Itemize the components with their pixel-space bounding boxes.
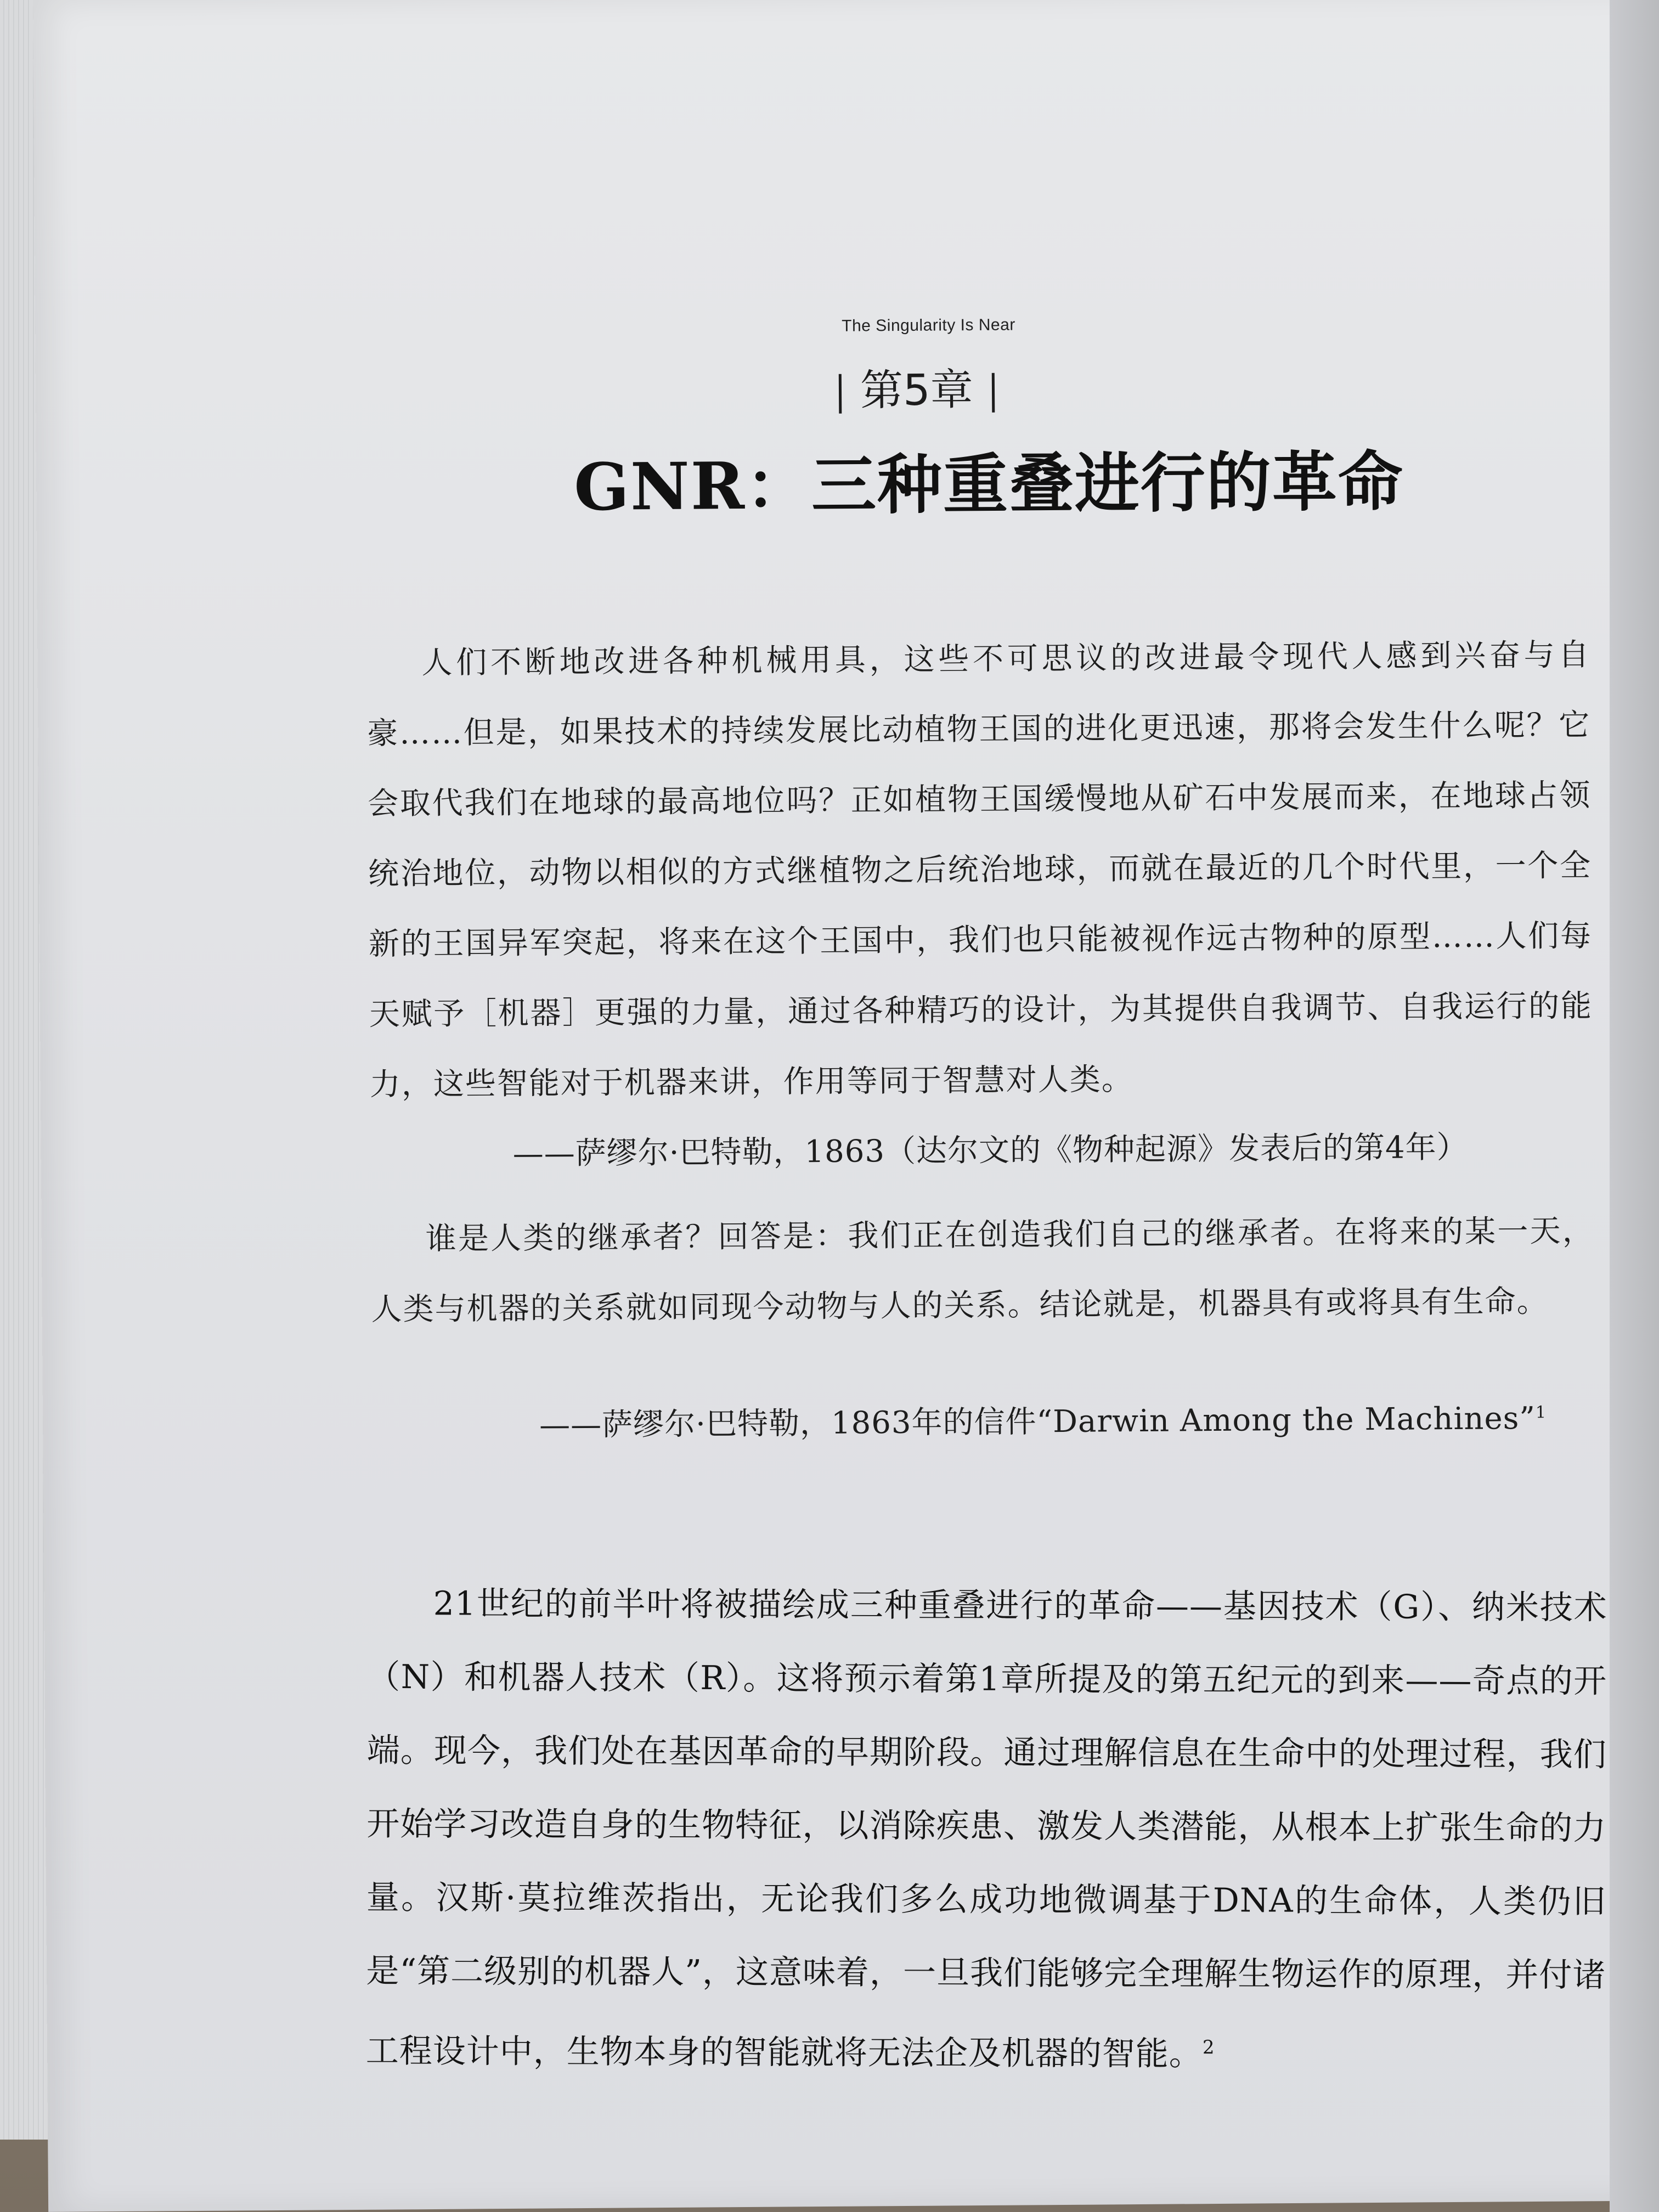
chapter-title: GNR：三种重叠进行的革命 (573, 443, 1404, 526)
epigraph-2-attribution-text: ——萨缪尔·巴特勒，1863年的信件“Darwin Among the Machines” (539, 1400, 1536, 1443)
page-right-edge (1610, 0, 1659, 2212)
chapter-bar-right (991, 373, 995, 412)
epigraph-1-attribution: ——萨缪尔·巴特勒，1863（达尔文的《物种起源》发表后的第4年） (512, 1129, 1468, 1172)
chapter-number: 第5章 (860, 365, 973, 416)
body-paragraph-text: 21世纪的前半叶将被描绘成三种重叠进行的革命——基因技术（G）、纳米技术（N）和机器人技术（R）。这将预示着第1章所提及的第五纪元的到来——奇点的开端。现今，我们处在基因革命的早期阶段。通过理解信息在生命中的处理过程，我们开始学习改造自身的生物特征，以消除疾患、激发人类潜能，从根本上扩张生命的力量。汉斯·莫拉维茨指出，无论我们多么成功地微调基于DNA的生命体，人类仍旧是“第二级别的机器人”，这意味着，一旦我们能够完全理解生物运作的原理，并付诸工程设计中，生物本身的智能就将无法企及机器的智能。 (365, 1584, 1607, 2074)
book-page (33, 0, 1659, 2212)
body-paragraph (366, 1567, 1607, 2092)
epigraph-2-attribution (539, 1394, 1547, 1445)
epigraph-2: 谁是人类的继承者？回答是：我们正在创造我们自己的继承者。在将来的某一天，人类与机器的关系就如同现今动物与人的关系。结论就是，机器具有或将具有生命。 (371, 1213, 1594, 1328)
running-head: The Singularity Is Near (842, 315, 1015, 335)
footnote-marker-1: 1 (1535, 1403, 1547, 1423)
epigraph-1: 人们不断地改进各种机械用具，这些不可思议的改进最令现代人感到兴奋与自豪……但是，如果技术的持续发展比动植物王国的进化更迅速，那将会发生什么呢？它会取代我们在地球的最高地位吗？正如植物王国缓慢地从矿石中发展而来，在地球占领统治地位，动物以相似的方式继植物之后统治地球，而就在最近的几个时代里，一个全新的王国异军突起，将来在这个王国中，我们也只能被视作远古物种的原型……人们每天赋予［机器］更强的力量，通过各种精巧的设计，为其提供自我调节、自我运行的能力，这些智能对于机器来讲，作用等同于智慧对人类。 (367, 637, 1593, 1103)
chapter-bar-left (839, 374, 842, 413)
chapter-label (820, 356, 1013, 418)
footnote-marker-2: 2 (1202, 2036, 1215, 2059)
